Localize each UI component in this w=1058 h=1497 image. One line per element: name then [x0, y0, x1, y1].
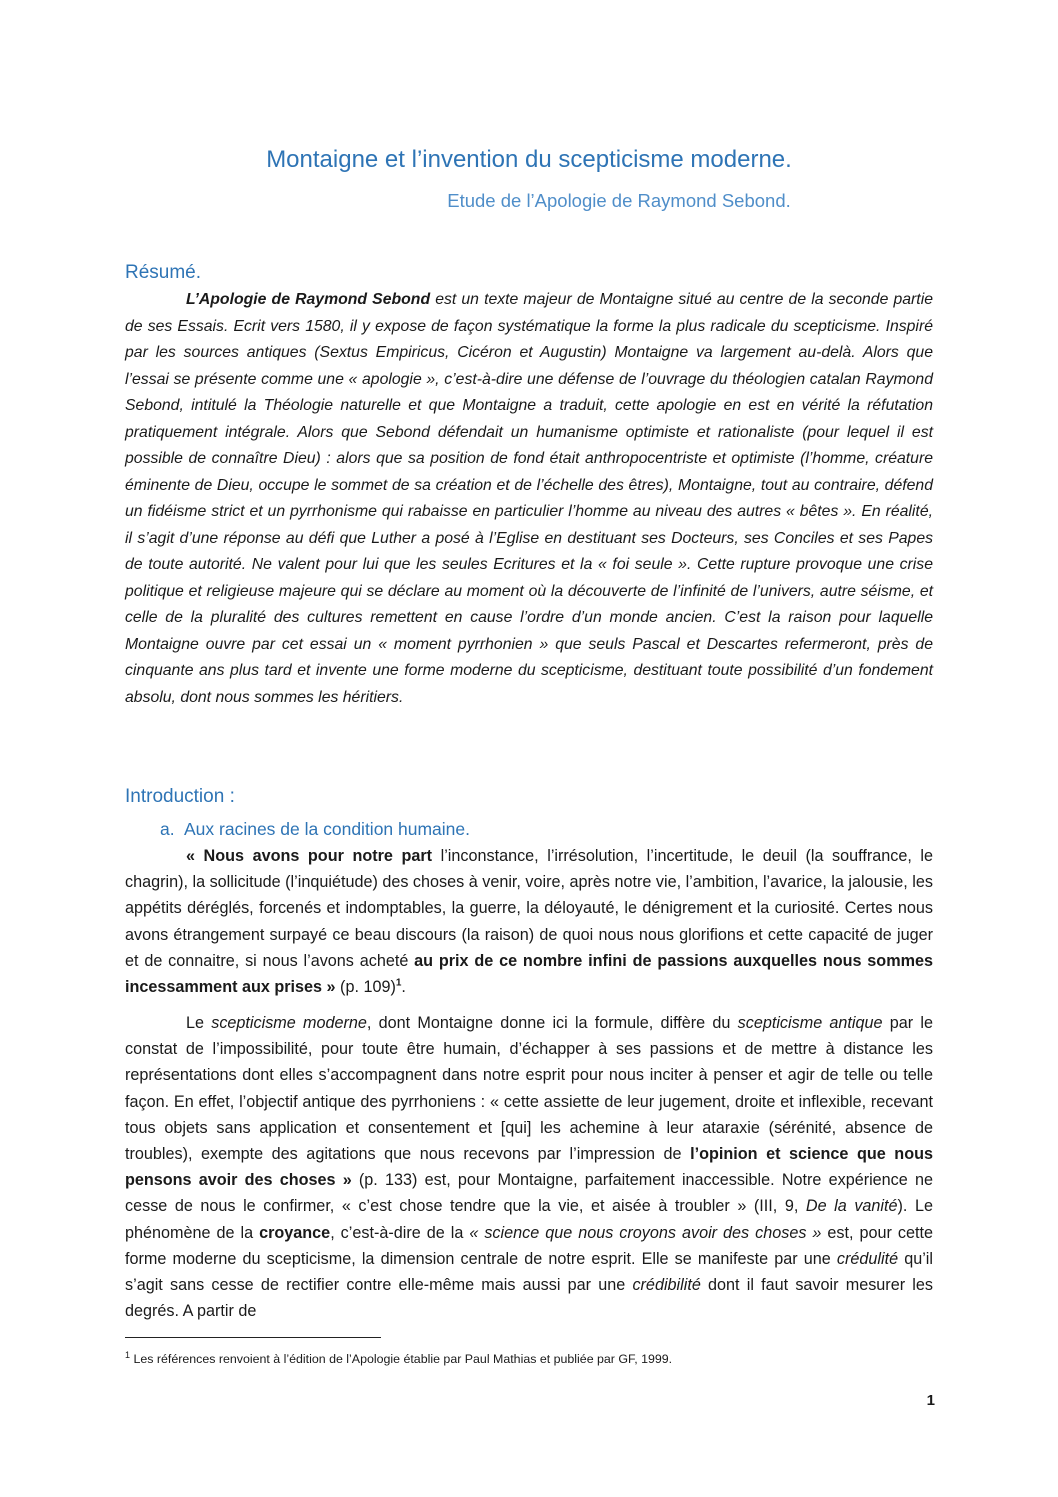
quote-text: l’inconstance, l’irrésolution, l’incertitude, le deuil (la souffrance, le chagrin), la sollicitude (l’inquiétude) des choses à venir, voire, après notre vie, l’ambition, l’avarice, la jalousie, les appétits déréglés, forcenés et indomptables, la guerre, la déloyauté, le dénigrement et la curiosité. Certes nous avons étrangement surpayé ce beau discours (la raison) de quoi nous nous glorifions et cette capacité de juger et de connaitre, si nous l’avons acheté [125, 847, 933, 970]
bold-quote: l’opinion et science que nous pensons avoir des choses » [125, 1145, 933, 1190]
italic-term: De la vanité [805, 1197, 898, 1216]
text-run: est, pour cette forme moderne du scepticisme, la dimension centrale de notre esprit. Elle se manifeste par une [125, 1223, 934, 1268]
footnote [125, 1349, 933, 1366]
quote-end: . [401, 978, 406, 997]
italic-term: crédibilité [632, 1276, 701, 1295]
page-number: 1 [926, 1392, 935, 1409]
quote-emphasis: pour notre part [307, 847, 433, 865]
text-run: ). Le phénomène de la [125, 1197, 933, 1242]
text-run: Le [186, 1014, 212, 1032]
subsection-heading [160, 819, 470, 840]
text-run: qu’il s’agit sans cesse de rectifier contre elle-même mais aussi par une [125, 1249, 934, 1295]
footnote-marker[interactable]: 1 [395, 977, 402, 989]
abstract-lead: L’Apologie de Raymond Sebond [186, 291, 431, 308]
text-run: , dont Montaigne donne ici la formule, diffère du [366, 1014, 738, 1032]
bold-term: croyance [259, 1223, 331, 1242]
italic-term: crédulité [836, 1249, 899, 1268]
italic-quote: « science que nous croyons avoir des choses » [469, 1223, 822, 1242]
abstract-heading: Résumé. [125, 262, 202, 283]
text-run: (p. 133) est, pour Montaigne, parfaitement inaccessible. Notre expérience ne cesse de nous le confirmer, « c’est chose tendre que la vie, et aisée à troubler » (III, 9, [125, 1171, 933, 1216]
text-run: dont il faut savoir mesurer les degrés. A partir de [125, 1276, 933, 1321]
quote-reference: (p. 109) [335, 978, 396, 997]
abstract-text: est un texte majeur de Montaigne situé au centre de la seconde partie de ses Essais. Ecrit vers 1580, il y expose de façon systématique la forme la plus radicale du scepticisme. Inspiré par les sources antiques (Sextus Empiricus, Cicéron et Augustin) Montaigne va largement au-delà. Alors que l’essai se présente comme une « apologie », c’est-à-dire une défense de l’ouvrage du théologien catalan Raymond Sebond, intitulé la Théologie naturelle et que Montaigne a traduit, cette apologie en est en vérité la réfutation pratiquement intégrale. Alors que Sebond défendait un humanisme optimiste et rationaliste (pour lequel il est possible de connaître Dieu) : alors que sa position de fond était anthropocentriste et optimiste (l’homme, créature éminente de Dieu, occupe le sommet de sa création et de l’échelle des êtres), Montaigne, tout au contraire, défend un fidéisme strict et un pyrrhonisme qui rabaisse en particulier l’homme au niveau des autres « bêtes ». En réalité, il s’agit d’une réponse au défi que Luther a posé à l’Eglise en destituant ses Docteurs, ses Conciles et ses Papes de toute autorité. Ne valent pour lui que les seules Ecritures et la « foi seule ». Cette rupture provoque une crise politique et religieuse majeure qui se déclare au moment où la découverte de l’infinité de l’univers, autre séisme, et celle de la pluralité des cultures remettent en cause l’ordre d’un monde ancien. C’est la raison pour laquelle Montaigne ouvre par cet essai un « moment pyrrhonien » que seuls Pascal et Descartes refermeront, près de cinquante ans plus tard et invente une forme moderne du scepticisme, destituant toute possibilité d’un fondement absolu, dont nous sommes les héritiers. [125, 291, 933, 706]
quote-open: « Nous avons [186, 847, 308, 865]
text-run: , c’est-à-dire de la [330, 1223, 470, 1242]
footnote-number: 1 [125, 1349, 131, 1360]
footnote-text: Les références renvoient à l’édition de l’Apologie établie par Paul Mathias et publiée par GF, 1999. [130, 1352, 673, 1366]
abstract-paragraph [125, 287, 933, 711]
quote-close: au prix de ce nombre infini de passions auxquelles nous sommes incessamment aux prises » [125, 951, 933, 997]
text-run: par le constat de l’impossibilité, pour toute être humain, d’échapper à ses passions et de mettre à distance les représentations dont elles s’accompagnent dans notre esprit pour nous inciter à penser et agir de telle ou telle façon. En effet, l’objectif antique des pyrrhoniens : « cette assiette de leur jugement, droite et inflexible, recevant tous objets sans application et consentement et [qui] les achemine à leur ataraxie (sérénité, absence de troubles), exempte des agitations que nous recevons par l’impression de [125, 1014, 933, 1164]
document-title: Montaigne et l’invention du scepticisme moderne. [266, 146, 792, 173]
italic-term: scepticisme antique [737, 1014, 883, 1032]
subsection-number: a. [160, 819, 175, 839]
subsection-title: Aux racines de la condition humaine. [184, 819, 471, 839]
quote-paragraph [125, 843, 933, 1000]
introduction-heading: Introduction : [125, 786, 235, 807]
document-subtitle: Etude de l’Apologie de Raymond Sebond. [447, 190, 791, 211]
italic-term: scepticisme moderne [211, 1014, 367, 1032]
body-paragraph [125, 1010, 933, 1324]
footnote-separator [125, 1337, 381, 1338]
